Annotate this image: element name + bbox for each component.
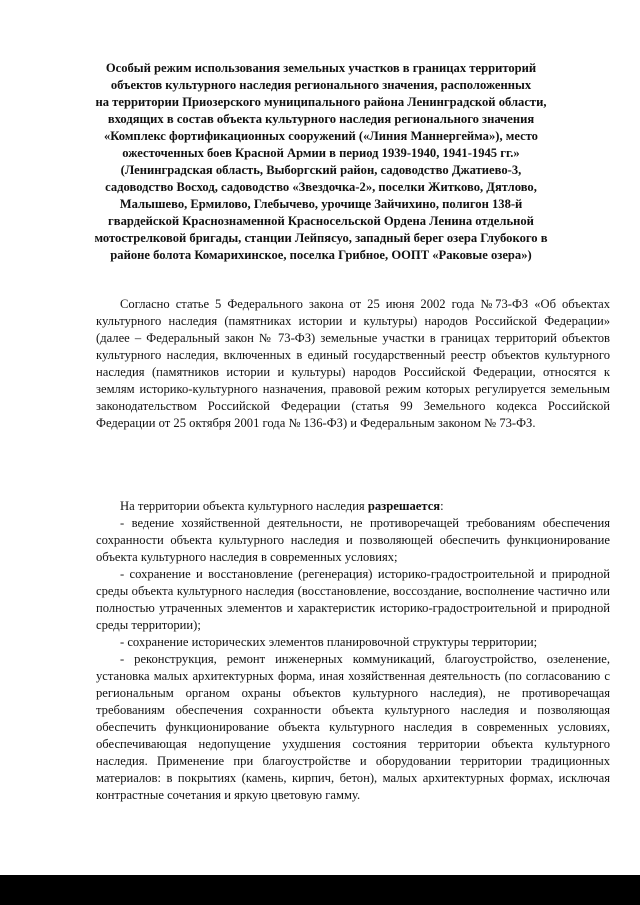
heading-line: объектов культурного наследия регионального значения, расположенных: [110, 78, 532, 92]
permitted-lead-colon: :: [440, 499, 444, 513]
permitted-lead: [96, 498, 610, 515]
heading-line: «Комплекс фортификационных сооружений («Линия Маннергейма»), место: [104, 129, 538, 143]
heading-line: Особый режим использования земельных участков в границах территорий: [105, 61, 537, 75]
heading-line: гвардейской Краснознаменной Красносельской Ордена Ленина отдельной: [108, 214, 534, 228]
permitted-item: - реконструкция, ремонт инженерных коммуникаций, благоустройство, озеленение, установка малых архитектурных форма, иная хозяйственная деятельность (по согласованию с региональным органом охраны объектов культурного наследия), не противоречащая требованиям обеспечения сохранности объекта культурного наследия и позволяющая обеспечить функционирование объекта культурного наследия в современных условиях, обеспечивающая недопущение ухудшения состояния территории объекта культурного наследия. Применение при благоустройстве и оборудовании территории традиционных материалов: в покрытиях (камень, кирпич, бетон), малых архитектурных формах, исключая контрастные сочетания и яркую цветовую гамму.: [96, 652, 610, 802]
heading-line: районе болота Комарихинское, поселка Грибное, ООПТ «Раковые озера»): [110, 248, 532, 262]
scan-bottom-edge: [0, 875, 640, 905]
legal-basis-paragraph: [96, 296, 610, 432]
heading-line: Малышево, Ермилово, Глебычево, урочище Зайчихино, полигон 138-й: [119, 197, 523, 211]
heading-line: входящих в состав объекта культурного наследия регионального значения: [107, 112, 535, 126]
document-heading: [62, 60, 580, 264]
heading-line: садоводство Восход, садоводство «Звездочка-2», поселки Житково, Дятлово,: [105, 180, 537, 194]
permitted-lead-bold: разрешается: [367, 499, 441, 513]
permitted-item: - сохранение и восстановление (регенерация) историко-градостроительной и природной среды объекта культурного наследия (восстановление, воссоздание, восполнение частично или полностью утраченных элементов и характеристик историко-градостроительной и природной среды территории);: [96, 567, 610, 632]
permitted-item: - сохранение исторических элементов планировочной структуры территории;: [120, 635, 538, 649]
permitted-lead-text: На территории объекта культурного наследия: [120, 499, 368, 513]
heading-line: (Ленинградская область, Выборгский район, садоводство Джатиево-3,: [120, 163, 522, 177]
heading-line: ожесточенных боев Красной Армии в период 1939-1940, 1941-1945 гг.»: [122, 146, 520, 160]
permitted-section: [96, 498, 610, 804]
legal-basis-text: Согласно статье 5 Федерального закона от 25 июня 2002 года №73-ФЗ «Об объектах культурного наследия (памятниках истории и культуры) народов Российской Федерации» (далее – Федеральный закон № 73-ФЗ) земельные участки в границах территорий объектов культурного наследия, включенных в единый государственный реестр объектов культурного наследия (памятников истории и культуры) народов Российской Федерации, относятся к землям историко-культурного назначения, правовой режим которых регулируется земельным законодательством Российской Федерации (статья 99 Земельного кодекса Российской Федерации от 25 октября 2001 года № 136-ФЗ) и Федеральным законом № 73-ФЗ.: [96, 297, 610, 430]
heading-line: мотострелковой бригады, станции Лейпясуо, западный берег озера Глубокого в: [94, 231, 548, 245]
permitted-item: - ведение хозяйственной деятельности, не противоречащей требованиям обеспечения сохранности объекта культурного наследия и позволяющей обеспечить функционирование объекта культурного наследия в современных условиях;: [96, 516, 610, 564]
heading-line: на территории Приозерского муниципального района Ленинградской области,: [95, 95, 547, 109]
